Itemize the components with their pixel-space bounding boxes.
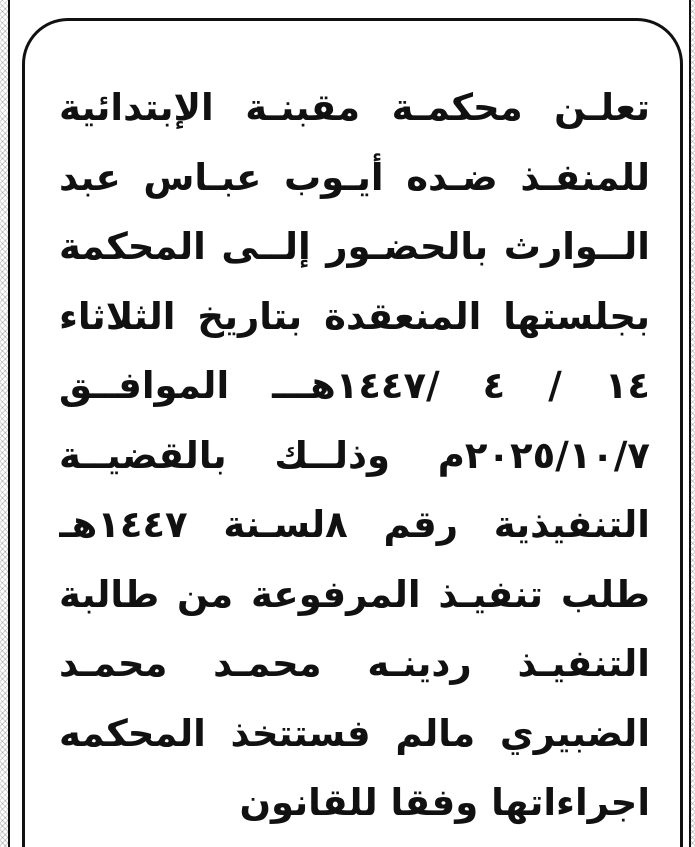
notice-line-4: بجلستها المنعقدة بتاريخ الثلاثاء	[59, 294, 650, 338]
notice-line-7: التنفيذية رقم ٨لسـنة ١٤٤٧هـ	[59, 503, 650, 546]
notice-line-9: التنفيـذ ردينـه محمـد محمـد	[59, 642, 650, 685]
notice-line-8: طلب تنفيـذ المرفوعة من طالبة	[59, 572, 650, 616]
notice-line-3: الــوارث بالحضـور إلــى المحكمة	[59, 225, 650, 268]
notice-line-10: الضبيري مالم فستتخذ المحكمه	[59, 711, 650, 755]
court-notice-box	[22, 18, 683, 847]
notice-line-11: اجراءاتها وفقا للقانون	[239, 781, 650, 824]
notice-line-5: ١٤ / ٤ /١٤٤٧هـــ الموافــق	[59, 364, 650, 407]
notice-line-6: ٢٠٢٥/١٠/٧م وذلــك بالقضيــة	[59, 433, 650, 477]
notice-line-2: للمنفـذ ضـده أيـوب عبـاس عبد	[59, 155, 650, 199]
notice-text	[59, 73, 650, 838]
notice-line-1: تعلـن محكمـة مقبنـة الإبتدائية	[59, 86, 650, 129]
